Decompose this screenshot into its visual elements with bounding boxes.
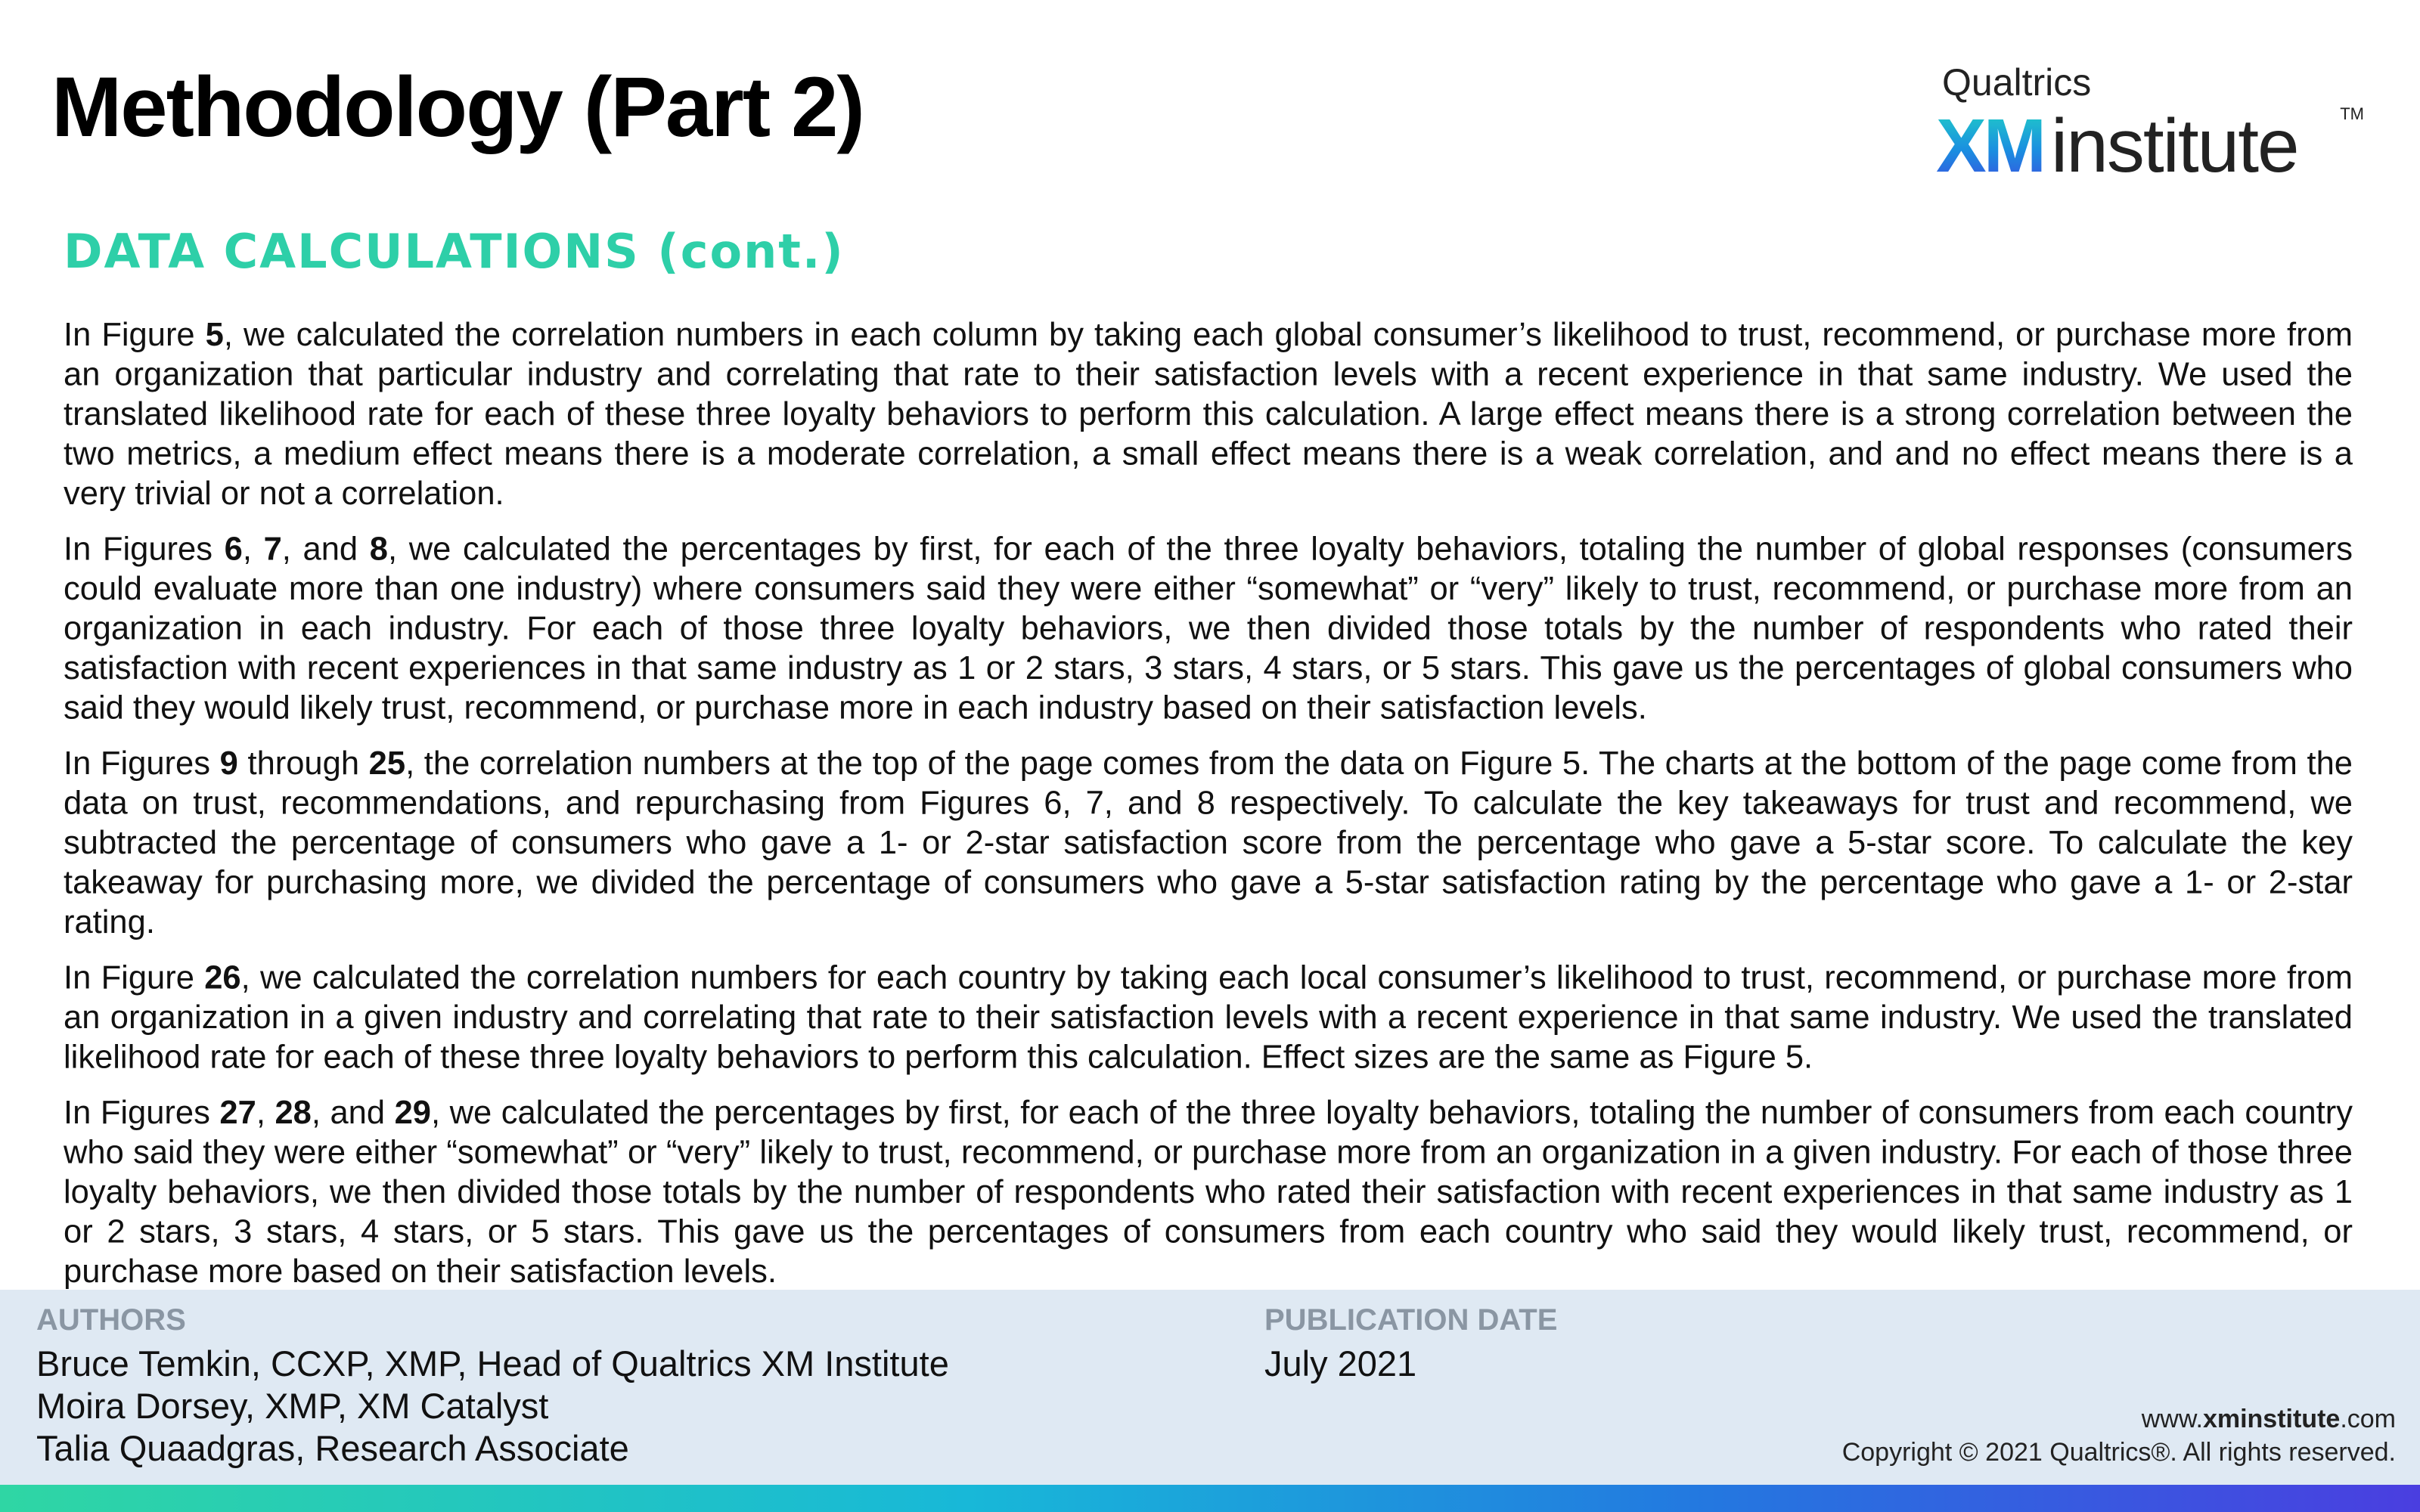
- body-paragraph: [64, 531, 2353, 730]
- body-text: [64, 316, 2353, 1309]
- logo-qualtrics-text: Qualtrics: [1942, 61, 2092, 104]
- paragraph-text: , we calculated the percentages by first, for each of the three loyalty behaviors, totaling the number of consumers from each country who said they were either “somewhat” or “very” likely to trust, recommend, or purchase more from an organization in a given industry. For each of those three loyalty behaviors, we then divided those totals by the number of respondents who rated their satisfaction with recent experiences in that same industry as 1 or 2 stars, 3 stars, 4 stars, or 5 stars. This gave us the percentages of consumers from each country who said they would likely trust, recommend, or purchase more based on their satisfaction levels.: [64, 1095, 2353, 1290]
- paragraph-text: In Figure: [64, 317, 206, 354]
- logo-xm-text: XM: [1936, 104, 2043, 188]
- paragraph-text: In Figure: [64, 960, 205, 996]
- paragraph-text: , we calculated the percentages by first, for each of the three loyalty behaviors, totaling the number of global responses (consumers could evaluate more than one industry) where consumers said they were either “somewhat” or “very” likely to trust, recommend, or purchase more from an organization in each industry. For each of those three loyalty behaviors, we then divided those totals by the number of respondents who rated their satisfaction with recent experiences in that same industry as 1 or 2 stars, 3 stars, 4 stars, or 5 stars. This gave us the percentages of global consumers who said they would likely trust, recommend, or purchase more in each industry based on their satisfaction levels.: [64, 531, 2353, 727]
- figure-reference: 25: [368, 745, 406, 782]
- figure-reference: 27: [219, 1095, 256, 1132]
- body-paragraph: [64, 745, 2353, 943]
- paragraph-text: In Figures: [64, 745, 220, 782]
- figure-reference: 28: [275, 1095, 312, 1132]
- page-title: Methodology (Part 2): [51, 60, 864, 154]
- section-heading: DATA CALCULATIONS (cont.): [64, 224, 845, 279]
- figure-reference: 26: [204, 960, 241, 996]
- copyright-notice: Copyright © 2021 Qualtrics®. All rights reserved.: [1841, 1438, 2396, 1467]
- logo-trademark: TM: [2340, 104, 2364, 123]
- authors-label: AUTHORS: [36, 1303, 186, 1337]
- body-paragraph: [64, 959, 2353, 1079]
- author-item: Moira Dorsey, XMP, XM Catalyst: [36, 1386, 549, 1426]
- paragraph-text: , and: [281, 531, 370, 568]
- publication-date: July 2021: [1264, 1343, 1417, 1383]
- figure-reference: 5: [205, 317, 224, 354]
- body-paragraph: [64, 1094, 2353, 1293]
- paragraph-text: , we calculated the correlation numbers for each country by taking each local consumer’s likelihood to trust, recommend, or purchase more from an organization in a given industry and correlating that rate to their satisfaction levels with a recent experience in that same industry. We used the translated likelihood rate for each of these three loyalty behaviors to perform this calculation. Effect sizes are the same as Figure 5.: [64, 960, 2353, 1076]
- paragraph-text: through: [237, 745, 369, 782]
- paragraph-text: ,: [242, 531, 264, 568]
- paragraph-text: In Figures: [64, 1095, 220, 1132]
- website-suffix: .com: [2340, 1405, 2396, 1433]
- website-link[interactable]: [2142, 1405, 2396, 1434]
- author-item: Talia Quaadgras, Research Associate: [36, 1428, 629, 1468]
- paragraph-text: , we calculated the correlation numbers in each column by taking each global consumer’s likelihood to trust, recommend, or purchase more from an organization that particular industry and correlating that rate to their satisfaction levels with a recent experience in that same industry. We used the translated likelihood rate for each of these three loyalty behaviors to perform this calculation. A large effect means there is a strong correlation between the two metrics, a medium effect means there is a moderate correlation, a small effect means there is a weak correlation, and and no effect means there is a very trivial or not a correlation.: [64, 317, 2353, 513]
- bottom-gradient-bar: [0, 1485, 2420, 1512]
- paragraph-text: , the correlation numbers at the top of the page comes from the data on Figure 5. The charts at the bottom of the page come from the data on trust, recommendations, and repurchasing from Figures 6, 7, and 8 respectively. To calculate the key takeaways for trust and recommend, we subtracted the percentage of consumers who gave a 1- or 2-star satisfaction score from the percentage who gave a 5-star score. To calculate the key takeaway for purchasing more, we divided the percentage of consumers who gave a 5-star satisfaction rating by the percentage who gave a 1- or 2-star rating.: [64, 745, 2353, 941]
- logo-institute-text: institute: [2051, 104, 2298, 188]
- figure-reference: 7: [263, 531, 282, 568]
- author-list: [36, 1343, 949, 1470]
- website-domain: xminstitute: [2202, 1405, 2341, 1433]
- xm-institute-logo: [1936, 60, 2364, 188]
- figure-reference: 8: [369, 531, 388, 568]
- figure-reference: 29: [394, 1095, 431, 1132]
- footer-panel: [0, 1290, 2420, 1485]
- figure-reference: 6: [224, 531, 243, 568]
- publication-date-label: PUBLICATION DATE: [1264, 1303, 1558, 1337]
- paragraph-text: In Figures: [64, 531, 225, 568]
- paragraph-text: ,: [256, 1095, 275, 1132]
- logo-wordmark: [1936, 103, 2298, 190]
- body-paragraph: [64, 316, 2353, 515]
- paragraph-text: , and: [311, 1095, 395, 1132]
- author-item: Bruce Temkin, CCXP, XMP, Head of Qualtrics XM Institute: [36, 1343, 949, 1383]
- figure-reference: 9: [219, 745, 238, 782]
- website-prefix: www.: [2141, 1405, 2203, 1433]
